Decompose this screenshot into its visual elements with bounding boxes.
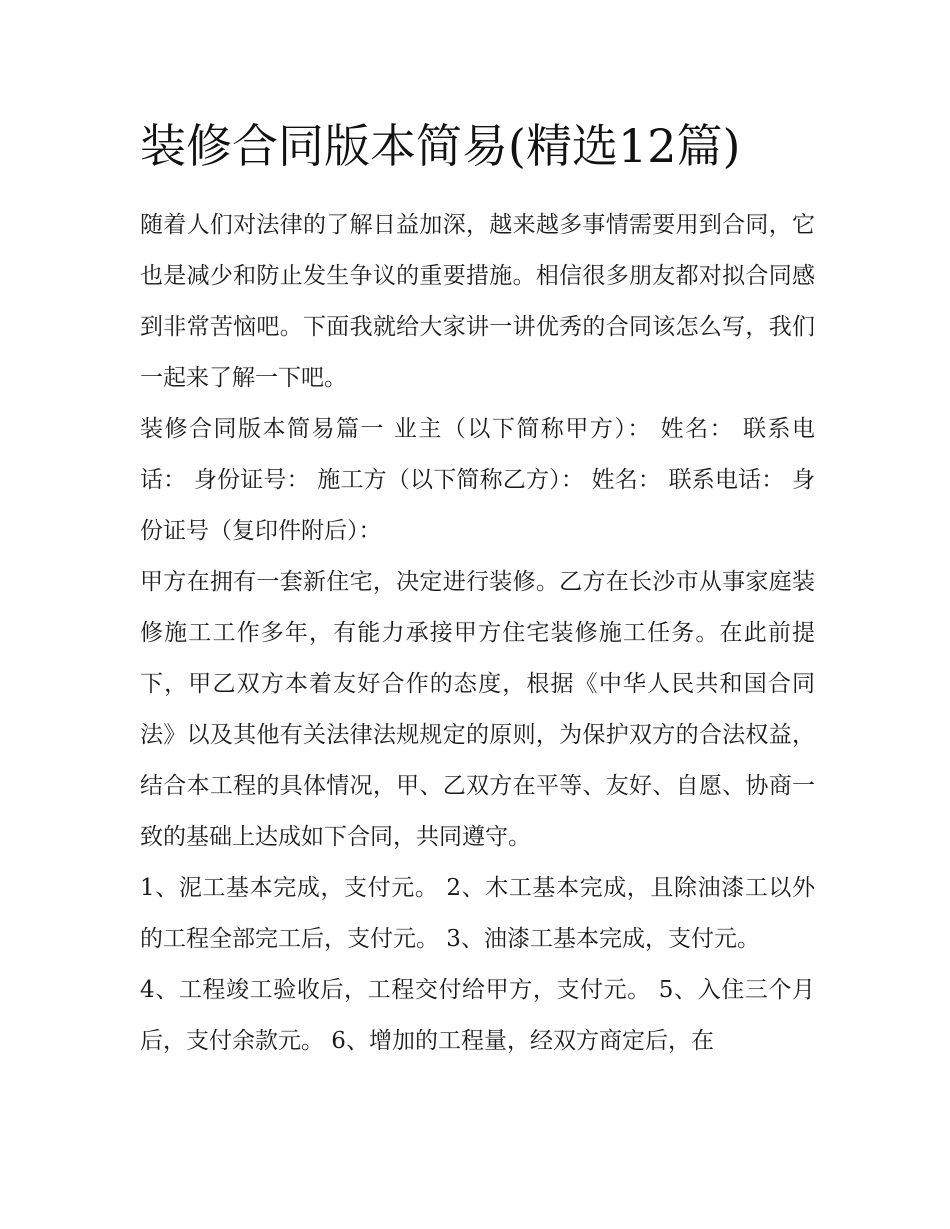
document-page — [140, 110, 815, 1067]
document-title: 装修合同版本简易(精选12篇) — [140, 119, 741, 173]
preamble-paragraph: 甲方在拥有一套新住宅，决定进行装修。乙方在长沙市从事家庭装修施工工作多年，有能力承接甲方住宅装修施工任务。在此前提下，甲乙双方本着友好合作的态度，根据《中华人民共和国合同法》以及其他有关法律法规规定的原则，为保护双方的合法权益，结合本工程的具体情况，甲、乙双方在平等、友好、自愿、协商一致的基础上达成如下合同，共同遵守。 — [140, 569, 815, 850]
intro-paragraph: 随着人们对法律的了解日益加深，越来越多事情需要用到合同，它也是减少和防止发生争议的重要措施。相信很多朋友都对拟合同感到非常苦恼吧。下面我就给大家讲一讲优秀的合同该怎么写，我们一起来了解一下吧。 — [140, 212, 815, 391]
parties-paragraph: 装修合同版本简易篇一 业主（以下简称甲方）： 姓名： 联系电话： 身份证号： 施工方（以下简称乙方）： 姓名： 联系电话： 身份证号（复印件附后）： — [140, 416, 815, 544]
payment-paragraph-2: 4、工程竣工验收后，工程交付给甲方，支付元。 5、入住三个月后，支付余款元。 6、增加的工程量，经双方商定后，在 — [140, 977, 815, 1054]
payment-paragraph-1: 1、泥工基本完成，支付元。 2、木工基本完成，且除油漆工以外的工程全部完工后，支付元。 3、油漆工基本完成，支付元。 — [140, 875, 815, 952]
